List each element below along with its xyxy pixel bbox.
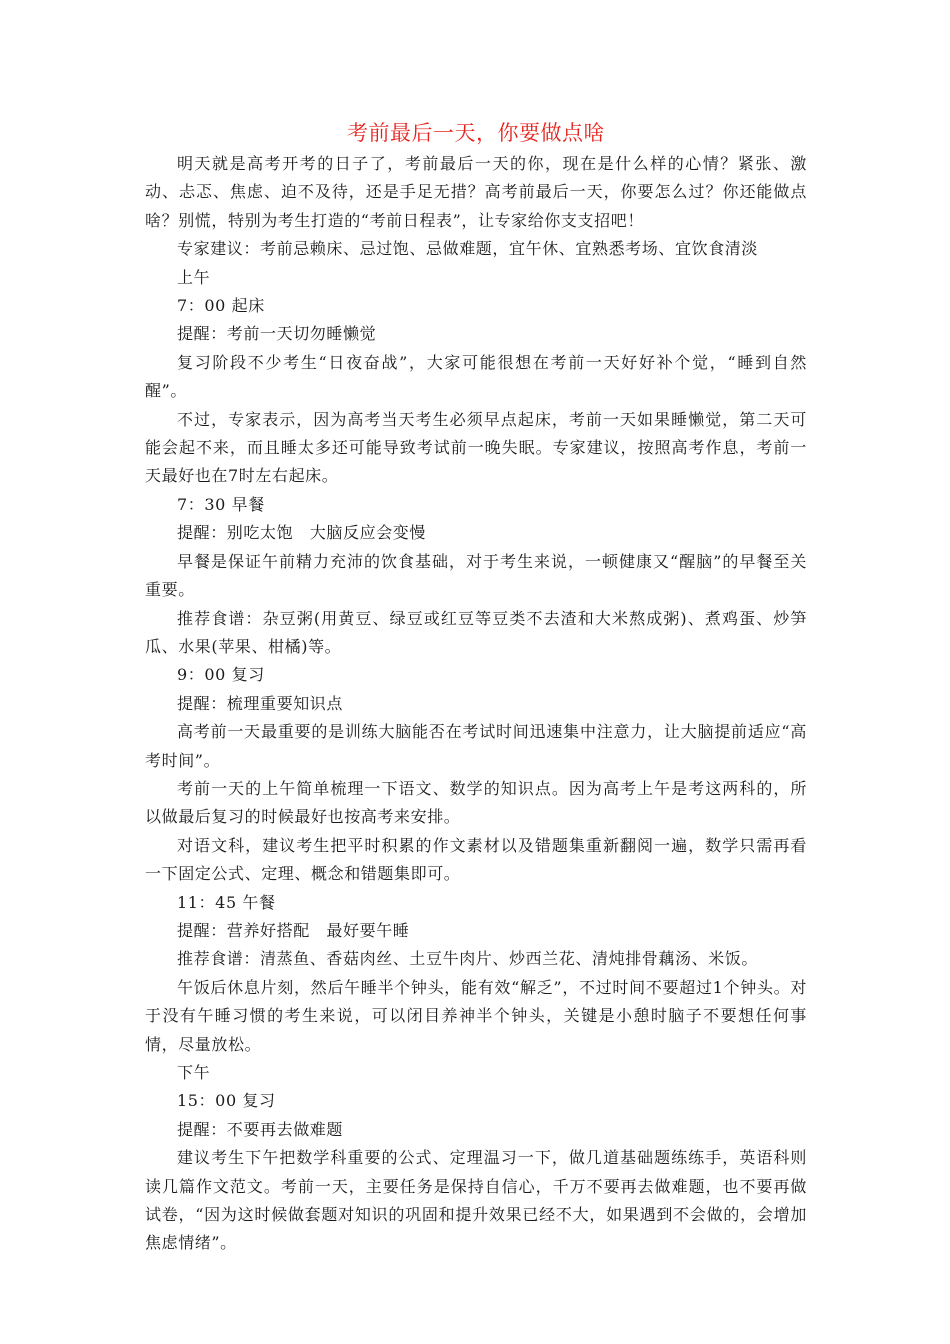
- reminder-0900: 提醒：梳理重要知识点: [177, 693, 344, 713]
- schedule-time-1145: 11：45 午餐: [177, 892, 276, 912]
- section-heading-morning: 上午: [177, 267, 211, 287]
- paragraph-0900-a: 高考前一天最重要的是训练大脑能否在考试时间迅速集中注意力，让大脑提前适应“高考时间”。: [145, 722, 807, 770]
- document-page: [145, 118, 807, 1258]
- reminder-1500: 提醒：不要再去做难题: [177, 1119, 344, 1139]
- article-body: [145, 150, 807, 1258]
- reminder-0730: 提醒：别吃太饱 大脑反应会变慢: [177, 523, 427, 543]
- paragraph-1145-recipe: 推荐食谱：清蒸鱼、香菇肉丝、土豆牛肉片、炒西兰花、清炖排骨藕汤、米饭。: [177, 949, 759, 969]
- paragraph-1145-a: 午饭后休息片刻，然后午睡半个钟头，能有效“解乏”，不过时间不要超过1个钟头。对于没有午睡习惯的考生来说，可以闭目养神半个钟头，关键是小憩时脑子不要想任何事情，尽量放松。: [145, 977, 807, 1054]
- paragraph-expert-advice: 专家建议：考前忌赖床、忌过饱、忌做难题，宜午休、宜熟悉考场、宜饮食清淡: [177, 239, 759, 259]
- paragraph-0700-b: 不过，专家表示，因为高考当天考生必须早点起床，考前一天如果睡懒觉，第二天可能会起不来，而且睡太多还可能导致考试前一晚失眠。专家建议，按照高考作息，考前一天最好也在7时左右起床。: [145, 409, 807, 486]
- paragraph-0730-recipe: 推荐食谱：杂豆粥(用黄豆、绿豆或红豆等豆类不去渣和大米熬成粥)、煮鸡蛋、炒笋瓜、水果(苹果、柑橘)等。: [145, 608, 807, 656]
- schedule-time-0700: 7：00 起床: [177, 296, 265, 316]
- article-title: 考前最后一天，你要做点啥: [347, 121, 605, 145]
- schedule-time-0900: 9：00 复习: [177, 665, 265, 685]
- section-heading-afternoon: 下午: [177, 1063, 211, 1082]
- paragraph-0700-a: 复习阶段不少考生“日夜奋战”，大家可能很想在考前一天好好补个觉，“睡到自然醒”。: [145, 352, 807, 401]
- paragraph-0900-b: 考前一天的上午简单梳理一下语文、数学的知识点。因为高考上午是考这两科的，所以做最后复习的时候最好也按高考来安排。: [145, 778, 807, 827]
- schedule-time-1500: 15：00 复习: [177, 1091, 276, 1111]
- reminder-0700: 提醒：考前一天切勿睡懒觉: [177, 324, 377, 344]
- paragraph-0730-a: 早餐是保证午前精力充沛的饮食基础，对于考生来说，一顿健康又“醒脑”的早餐至关重要。: [145, 551, 807, 600]
- paragraph-0900-c: 对语文科，建议考生把平时积累的作文素材以及错题集重新翻阅一遍，数学只需再看一下固定公式、定理、概念和错题集即可。: [145, 835, 807, 884]
- reminder-1145: 提醒：营养好搭配 最好要午睡: [177, 920, 410, 940]
- paragraph-1500-a: 建议考生下午把数学科重要的公式、定理温习一下，做几道基础题练练手，英语科则读几篇作文范文。考前一天，主要任务是保持自信心，千万不要再去做难题，也不要再做试卷，“因为这时候做套题对知识的巩固和提升效果已经不大，如果遇到不会做的，会增加焦虑情绪”。: [145, 1148, 807, 1253]
- paragraph-intro: 明天就是高考开考的日子了，考前最后一天的你，现在是什么样的心情？紧张、激动、忐忑、焦虑、迫不及待，还是手足无措？高考前最后一天，你要怎么过？你还能做点啥？别慌，特别为考生打造的“考前日程表”，让专家给你支支招吧！: [145, 154, 807, 230]
- schedule-time-0730: 7：30 早餐: [177, 494, 265, 514]
